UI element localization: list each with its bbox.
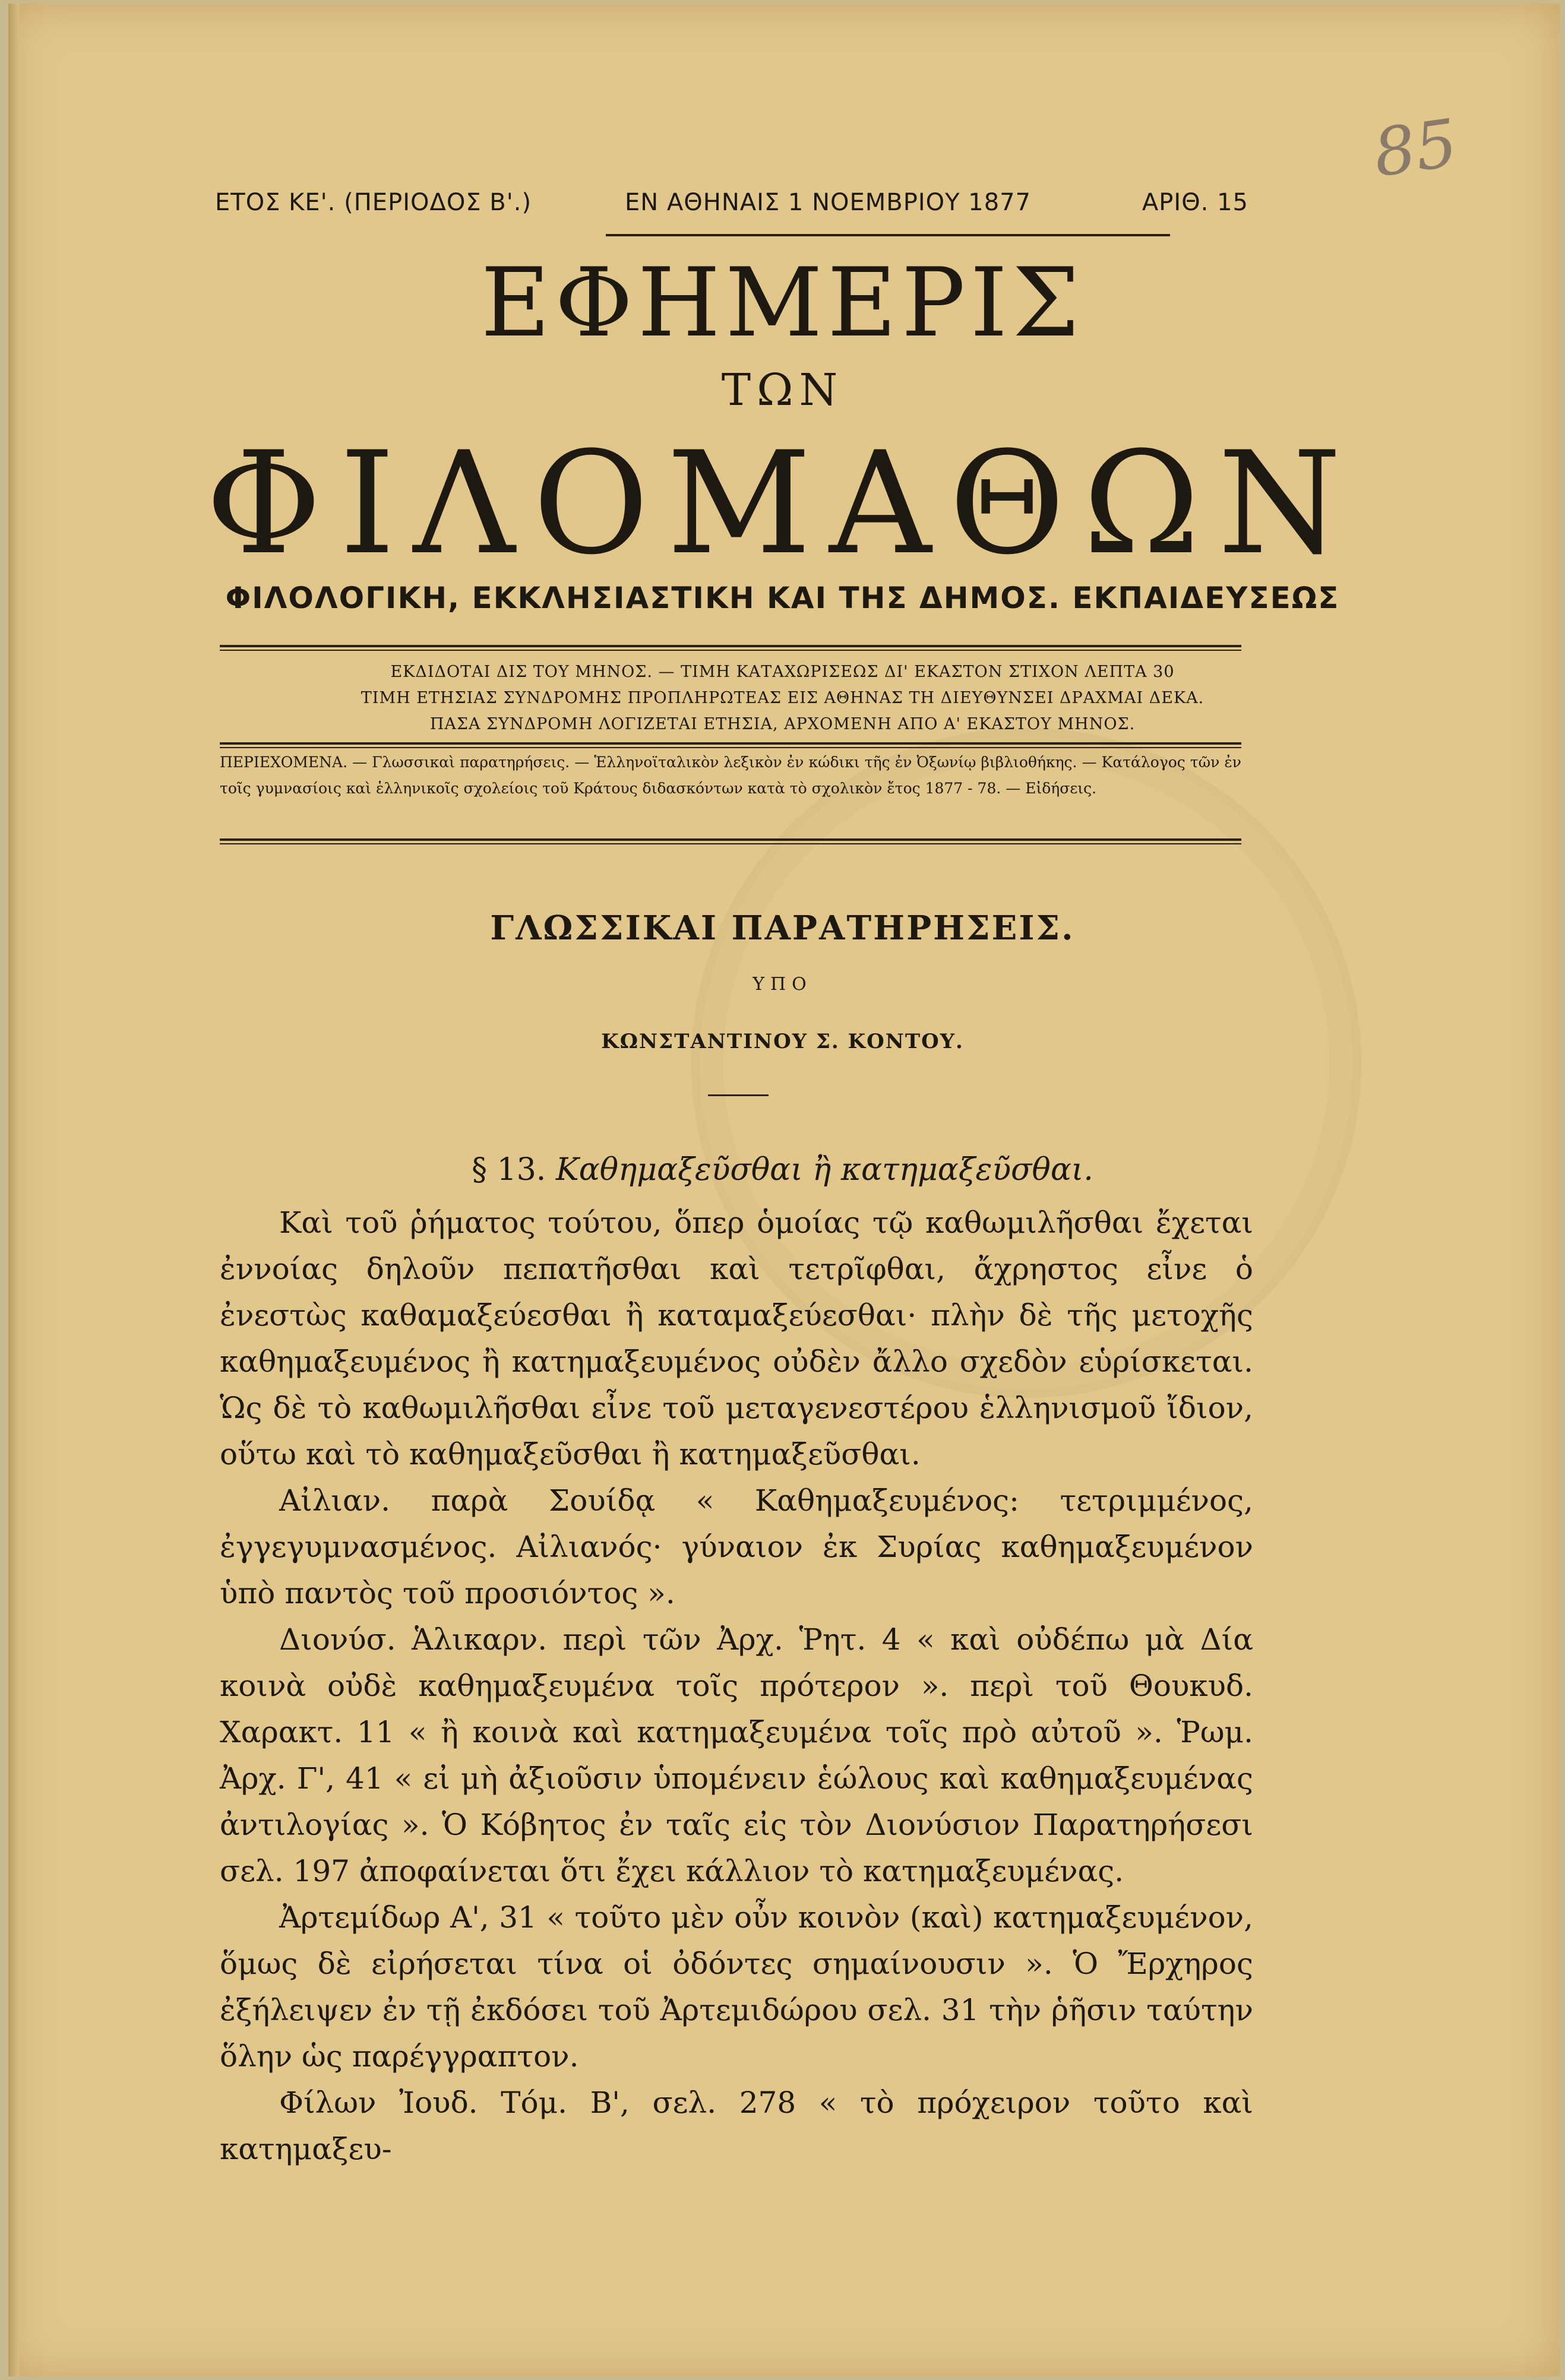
masthead-divider xyxy=(220,645,1241,647)
issue-year-period: ΕΤΟΣ ΚΕ'. (ΠΕΡΙΟΔΟΣ Β'.) xyxy=(215,189,532,216)
issue-date: ΕΝ ΑΘΗΝΑΙΣ 1 ΝΟΕΜΒΡΙΟΥ 1877 xyxy=(625,189,1032,216)
table-of-contents: ΠΕΡΙΕΧΟΜΕΝΑ. — Γλωσσικαὶ παρατηρήσεις. — Ἑλληνοϊταλικὸν λεξικὸν ἐν κώδικι τῆς ἐν Ὀξωνίῳ βιβλιοθήκης. — Κατάλογος τῶν ἐν τοῖς γυμνασίοις καὶ ἑλληνικοῖς σχολείοις τοῦ Κράτους διδασκόντων κατὰ τὸ σχολικὸν ἔτος 1877 - 78. — Εἰδήσεις. xyxy=(220,754,1241,797)
notice-divider-thin xyxy=(220,747,1241,748)
masthead-title-line1: ΕΦΗΜΕΡΙΣ xyxy=(480,247,1085,358)
notice-line: ΕΚΔΙΔΟΤΑΙ ΔΙΣ ΤΟΥ ΜΗΝΟΣ. — ΤΙΜΗ ΚΑΤΑΧΩΡΙΣΕΩΣ ΔΙ' ΕΚΑΣΤΟΝ ΣΤΙΧΟΝ ΛΕΠΤΑ 30 xyxy=(390,663,1175,681)
issue-info-row xyxy=(215,189,1248,224)
handwritten-page-number: 85 xyxy=(1368,105,1462,192)
article-paragraph: Καὶ τοῦ ῥήματος τούτου, ὅπερ ὁμοίας τῷ καθωμιλῆσθαι ἔχεται ἐννοίας δηλοῦν πεπατῆσθαι καὶ τετρῖφθαι, ἄχρηστος εἶνε ὁ ἐνεστὼς καθαμαξεύεσθαι ἢ καταμαξεύεσθαι· πλὴν δὲ τῆς μετοχῆς καθημαξευμένος ἢ κατημαξευμένος οὐδὲν ἄλλο σχεδὸν εὑρίσκεται. Ὡς δὲ τὸ καθωμιλῆσθαι εἶνε τοῦ μεταγενεστέρου ἑλληνισμοῦ ἴδιον, οὕτω καὶ τὸ καθημαξεῦσθαι ἢ κατημαξεῦσθαι. xyxy=(220,1205,1253,1471)
notice-line: ΤΙΜΗ ΕΤΗΣΙΑΣ ΣΥΝΔΡΟΜΗΣ ΠΡΟΠΛΗΡΩΤΕΑΣ ΕΙΣ ΑΘΗΝΑΣ ΤΗ ΔΙΕΥΘΥΝΣΕΙ ΔΡΑΧΜΑΙ ΔΕΚΑ. xyxy=(361,689,1204,707)
section-heading xyxy=(0,1152,1565,1188)
masthead-title-line3: ΦΙΛΟΜΑΘΩΝ xyxy=(205,422,1360,586)
article-title: ΓΛΩΣΣΙΚΑΙ ΠΑΡΑΤΗΡΗΣΕΙΣ. xyxy=(490,909,1075,948)
article-paragraph: Αἰλιαν. παρὰ Σουίδᾳ « Καθημαξευμένος: τετριμμένος, ἐγγεγυμνασμένος. Αἰλιανός· γύναιον ἐκ Συρίας καθημαξευμένον ὑπὸ παντὸς τοῦ προσιόντος ». xyxy=(220,1483,1253,1610)
article-paragraph: Ἀρτεμίδωρ Α', 31 « τοῦτο μὲν οὖν κοινὸν (καὶ) κατημαξευμένον, ὅμως δὲ εἰρήσεται τίνα οἱ ὀδόντες σημαίνουσιν ». Ὁ Ἔρχηρος ἐξήλειψεν ἐν τῇ ἐκδόσει τοῦ Ἀρτεμιδώρου σελ. 31 τὴν ῥῆσιν ταύτην ὅλην ὡς παρέγγραπτον. xyxy=(220,1900,1253,2074)
short-divider xyxy=(708,1094,769,1096)
article-body xyxy=(220,1200,1253,2172)
masthead-title-line2: ΤΩΝ xyxy=(721,365,844,416)
masthead-divider-thin xyxy=(220,650,1241,651)
notice-divider xyxy=(220,742,1241,745)
section-number: § 13. xyxy=(472,1152,546,1188)
article-paragraph: Διονύσ. Ἁλικαρν. περὶ τῶν Ἀρχ. Ῥητ. 4 « καὶ οὐδέπω μὰ Δία κοινὰ οὐδὲ καθημαξευμένα τοῖς πρότερον ». περὶ τοῦ Θουκυδ. Χαρακτ. 11 « ἢ κοινὰ καὶ κατημαξευμένα τοῖς πρὸ αὐτοῦ ». Ῥωμ. Ἀρχ. Γ', 41 « εἰ μὴ ἀξιοῦσιν ὑπομένειν ἑώλους καὶ καθημαξευμένας ἀντιλογίας ». Ὁ Κόβητος ἐν ταῖς εἰς τὸν Διονύσιον Παρατηρήσεσι σελ. 197 ἀποφαίνεται ὅτι ἔχει κάλλιον τὸ κατημαξευμένας. xyxy=(220,1622,1253,1888)
article-by: ΥΠΟ xyxy=(753,974,812,995)
article-author: ΚΩΝΣΤΑΝΤΙΝΟΥ Σ. ΚΟΝΤΟΥ. xyxy=(601,1030,964,1053)
contents-divider-thin xyxy=(220,843,1241,844)
subscription-notice xyxy=(0,659,1565,738)
notice-line: ΠΑΣΑ ΣΥΝΔΡΟΜΗ ΛΟΓΙΖΕΤΑΙ ΕΤΗΣΙΑ, ΑΡΧΟΜΕΝΗ ΑΠΟ Α' ΕΚΑΣΤΟΥ ΜΗΝΟΣ. xyxy=(429,715,1136,733)
article-paragraph: Φίλων Ἰουδ. Τόμ. Β', σελ. 278 « τὸ πρόχειρον τοῦτο καὶ κατημαξευ- xyxy=(220,2085,1253,2166)
masthead-subtitle: ΦΙΛΟΛΟΓΙΚΗ, ΕΚΚΛΗΣΙΑΣΤΙΚΗ ΚΑΙ ΤΗΣ ΔΗΜΟΣ. ΕΚΠΑΙΔΕΥΣΕΩΣ xyxy=(225,581,1340,615)
contents-divider xyxy=(220,838,1241,841)
issue-number: ΑΡΙΘ. 15 xyxy=(1142,189,1248,216)
section-title: Καθημαξεῦσθαι ἢ κατημαξεῦσθαι. xyxy=(555,1152,1093,1188)
header-rule xyxy=(606,234,1170,236)
